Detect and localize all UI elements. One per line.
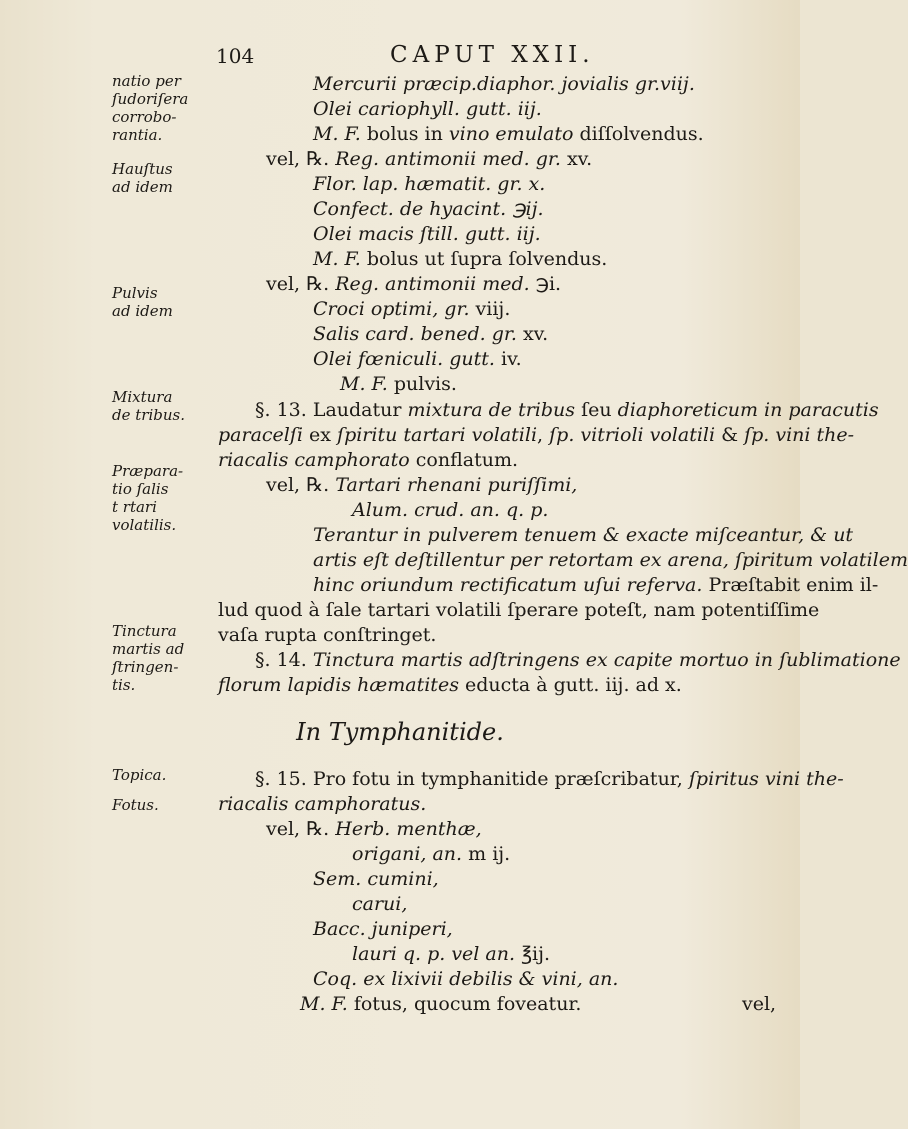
text-span: M. F.	[313, 123, 361, 145]
text-span: §. 15. Pro fotu in tymphanitide præſcribatur,	[255, 768, 689, 790]
text-span: vel, ℞.	[266, 273, 336, 295]
running-title: CAPUT XXII.	[390, 42, 595, 68]
text-span: paracelſi	[218, 424, 303, 446]
text-line	[352, 942, 550, 966]
text-span: diſſolvendus.	[573, 123, 704, 145]
text-span: Reg. antimonii med. gr.	[335, 148, 561, 170]
text-span: iv.	[494, 348, 522, 370]
text-span: ℈i.	[529, 273, 562, 295]
margin-line: ſtringen-	[112, 658, 179, 676]
text-span: &	[715, 424, 745, 446]
text-line: Confect. de hyacint. ℈ij.	[313, 198, 544, 220]
text-line	[313, 122, 704, 146]
text-span: M. F.	[300, 993, 348, 1015]
margin-line: tio ſalis	[112, 480, 169, 498]
margin-line: Fotus.	[112, 796, 159, 814]
text-span: M. F.	[340, 373, 388, 395]
text-span: conflatum.	[409, 449, 519, 471]
text-span: riacalis camphorato	[218, 449, 410, 471]
text-span: florum lapidis hæmatites	[218, 674, 459, 696]
text-line	[313, 322, 548, 346]
margin-line: Topica.	[112, 766, 167, 784]
text-span: bolus in	[360, 123, 449, 145]
margin-line: volatilis.	[112, 516, 177, 534]
margin-line: Tinctura	[112, 622, 177, 640]
text-line: riacalis camphoratus.	[218, 793, 427, 815]
text-span: lauri q. p. vel an.	[352, 943, 516, 965]
margin-line: de tribus.	[112, 406, 185, 424]
text-span: ſpiritu tartari volatili	[337, 424, 538, 446]
text-line: Flor. lap. hæmatit. gr. x.	[313, 173, 546, 195]
text-line	[255, 398, 879, 422]
text-span: Herb. menthæ,	[335, 818, 482, 840]
text-span: fotus, quocum foveatur.	[347, 993, 582, 1015]
margin-line: ad idem	[112, 302, 173, 320]
text-line	[255, 767, 844, 791]
text-line	[352, 842, 510, 866]
text-line	[266, 147, 592, 171]
text-span: Salis card. bened. gr.	[313, 323, 517, 345]
text-span: ſp. vini the-	[744, 424, 855, 446]
text-span: ,	[537, 424, 550, 446]
margin-line: tis.	[112, 676, 136, 694]
margin-line: Hauſtus	[112, 160, 173, 178]
catchword: vel,	[742, 993, 777, 1015]
text-span: xv.	[516, 323, 549, 345]
text-span: diaphoreticum in paracutis	[617, 399, 879, 421]
text-span: viij.	[469, 298, 511, 320]
text-span: §. 13. Laudatur	[255, 399, 408, 421]
text-span: ex	[302, 424, 338, 446]
text-line: Terantur in pulverem tenuem & exacte miſceantur, & ut	[313, 524, 854, 546]
text-line	[340, 372, 457, 396]
text-span: Tinctura martis adſtringens ex capite mortuo in ſublimatione	[312, 649, 901, 671]
text-line	[313, 297, 510, 321]
text-span: bolus ut ſupra ſolvendus.	[360, 248, 608, 270]
text-span: vel, ℞.	[266, 818, 336, 840]
text-span: vel, ℞.	[266, 148, 336, 170]
text-line: vaſa rupta conſtringet.	[218, 624, 437, 646]
text-span: ℥ij.	[515, 943, 551, 965]
text-line: Bacc. juniperi,	[313, 918, 453, 940]
text-line	[313, 347, 522, 371]
margin-line: t rtari	[112, 498, 157, 516]
text-line	[300, 992, 581, 1016]
margin-line: martis ad	[112, 640, 185, 658]
text-span: Tartari rhenani puriſſimi,	[335, 474, 578, 496]
text-span: ſpiritus vini the-	[688, 768, 844, 790]
page-number: 104	[216, 44, 255, 68]
text-line	[218, 423, 854, 447]
text-span: origani, an.	[352, 843, 463, 865]
text-span: §. 14.	[255, 649, 313, 671]
text-span: educta à gutt. iij. ad x.	[458, 674, 682, 696]
text-span: vino emulato	[448, 123, 574, 145]
text-line: Alum. crud. an. q. p.	[352, 499, 549, 521]
text-line	[266, 473, 577, 497]
text-line: Mercurii præcip.diaphor. jovialis gr.viij.	[313, 73, 695, 95]
text-span: ſp. vitrioli volatili	[549, 424, 716, 446]
text-line: carui,	[352, 893, 408, 915]
margin-line: ſudoriſera	[112, 90, 189, 108]
text-span: m ij.	[462, 843, 511, 865]
text-span: ſeu	[575, 399, 618, 421]
text-span: Reg. antimonii med.	[335, 273, 530, 295]
text-span: xv.	[560, 148, 593, 170]
text-line	[266, 817, 482, 841]
text-span: hinc oriundum rectificatum uſui referva.	[313, 574, 703, 596]
text-span: M. F.	[313, 248, 361, 270]
margin-line: corrobo-	[112, 108, 177, 126]
text-span: Croci optimi, gr.	[313, 298, 470, 320]
text-span: pulvis.	[387, 373, 457, 395]
text-line: Sem. cumini,	[313, 868, 439, 890]
text-line	[218, 673, 682, 697]
text-line	[255, 648, 901, 672]
text-line	[313, 247, 607, 271]
text-line: Coq. ex lixivii debilis & vini, an.	[313, 968, 619, 990]
text-line: Olei macis ſtill. gutt. iij.	[313, 223, 541, 245]
text-line	[313, 573, 878, 597]
text-line	[218, 448, 518, 472]
margin-line: Mixtura	[112, 388, 173, 406]
text-line: Olei cariophyll. gutt. iij.	[313, 98, 542, 120]
text-span: Præſtabit enim il-	[702, 574, 879, 596]
margin-line: Pulvis	[112, 284, 158, 302]
margin-line: rantia.	[112, 126, 163, 144]
section-heading: In Tymphanitide.	[296, 718, 504, 746]
text-span: Olei fœniculi. gutt.	[313, 348, 495, 370]
text-line: artis eſt deſtillentur per retortam ex arena, ſpiritum volatilem	[313, 549, 908, 571]
text-line: lud quod à ſale tartari volatili ſperare poteſt, nam potentiſſime	[218, 599, 820, 621]
text-line	[266, 272, 561, 296]
text-span: mixtura de tribus	[407, 399, 576, 421]
margin-line: Præpara-	[112, 462, 184, 480]
margin-line: ad idem	[112, 178, 173, 196]
text-span: vel, ℞.	[266, 474, 336, 496]
margin-line: natio per	[112, 72, 181, 90]
